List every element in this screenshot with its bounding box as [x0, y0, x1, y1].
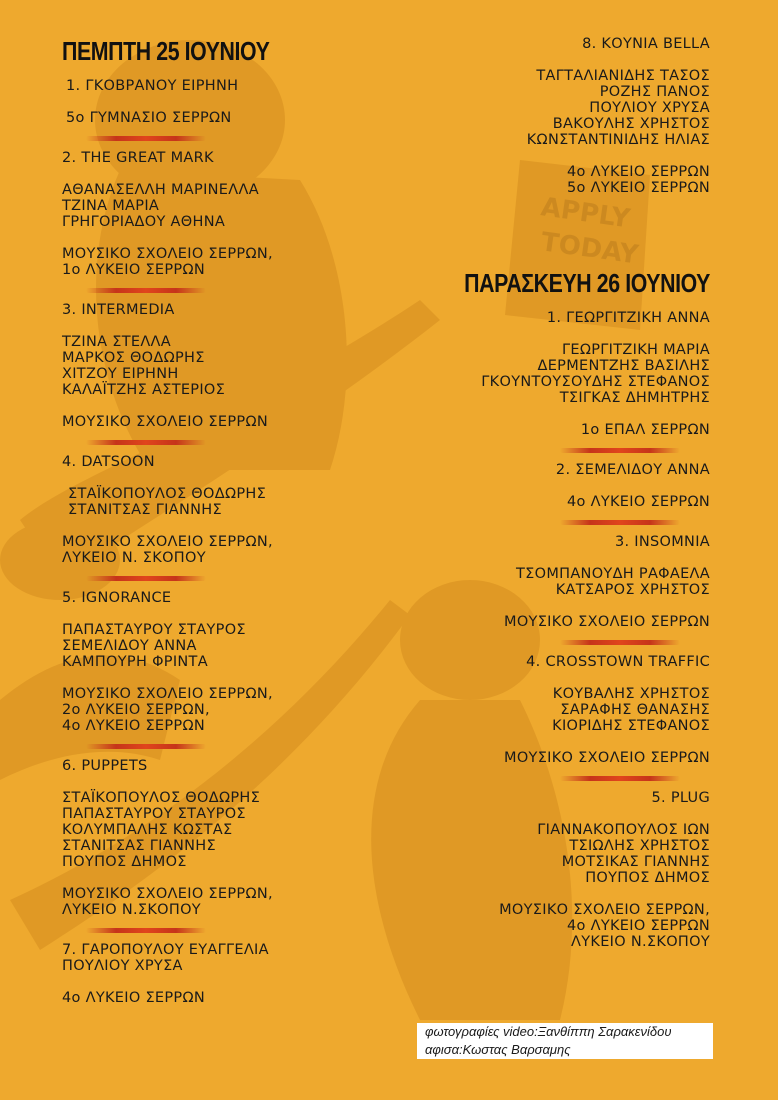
- member-name: ΚΟΥΒΑΛΗΣ ΧΡΗΣΤΟΣ: [552, 686, 710, 702]
- school-line: 1ο ΕΠΑΛ ΣΕΡΡΩΝ: [580, 422, 710, 438]
- member-name: ΚΑΜΠΟΥΡΗ ΦΡΙΝΤΑ: [62, 654, 208, 670]
- separator-line: [560, 448, 680, 453]
- school-line: ΜΟΥΣΙΚΟ ΣΧΟΛΕΙΟ ΣΕΡΡΩΝ: [62, 414, 268, 430]
- member-name: ΣΕΜΕΛΙΔΟΥ ΑΝΝΑ: [62, 638, 197, 654]
- member-name: ΜΟΤΣΙΚΑΣ ΓΙΑΝΝΗΣ: [561, 854, 710, 870]
- band-entry: [370, 310, 710, 438]
- school-line: ΛΥΚΕΙΟ Ν.ΣΚΟΠΟΥ: [62, 902, 201, 918]
- member-name: ΚΑΤΣΑΡΟΣ ΧΡΗΣΤΟΣ: [555, 582, 710, 598]
- member-name: ΣΤΑΝΙΤΣΑΣ ΓΙΑΝΝΗΣ: [68, 502, 222, 518]
- band-name: 3. INTERMEDIA: [62, 302, 175, 318]
- school-line: ΜΟΥΣΙΚΟ ΣΧΟΛΕΙΟ ΣΕΡΡΩΝ,: [499, 902, 710, 918]
- separator-line: [86, 744, 206, 749]
- band-entry: [62, 758, 362, 918]
- member-name: ΣΑΡΑΦΗΣ ΘΑΝΑΣΗΣ: [560, 702, 710, 718]
- school-line: ΜΟΥΣΙΚΟ ΣΧΟΛΕΙΟ ΣΕΡΡΩΝ,: [62, 246, 273, 262]
- member-name: ΓΕΩΡΓΙΤΖΙΚΗ ΜΑΡΙΑ: [562, 342, 710, 358]
- member-name: ΠΑΠΑΣΤΑΥΡΟΥ ΣΤΑΥΡΟΣ: [62, 622, 246, 638]
- band-entry: [370, 36, 710, 196]
- member-name: ΤΖΙΝΑ ΣΤΕΛΛΑ: [62, 334, 171, 350]
- band-entry: [370, 790, 710, 950]
- member-name: ΠΟΥΛΙΟΥ ΧΡΥΣΑ: [62, 958, 183, 974]
- separator-line: [86, 576, 206, 581]
- school-line: 4ο ΛΥΚΕΙΟ ΣΕΡΡΩΝ: [567, 918, 710, 934]
- band-entry: [62, 302, 362, 430]
- band-entry: [370, 534, 710, 630]
- school-line: ΜΟΥΣΙΚΟ ΣΧΟΛΕΙΟ ΣΕΡΡΩΝ,: [62, 686, 273, 702]
- member-name: ΤΑΓΤΑΛΙΑΝΙΔΗΣ ΤΑΣΟΣ: [536, 68, 710, 84]
- school-line: 4ο ΛΥΚΕΙΟ ΣΕΡΡΩΝ: [62, 718, 205, 734]
- separator-line: [86, 288, 206, 293]
- sign-text: APPLY: [539, 192, 632, 235]
- member-name: ΓΚΟΥΝΤΟΥΣΟΥΔΗΣ ΣΤΕΦΑΝΟΣ: [481, 374, 710, 390]
- member-name: ΓΡΗΓΟΡΙΑΔΟΥ ΑΘΗΝΑ: [62, 214, 226, 230]
- separator-line: [86, 440, 206, 445]
- separator-line: [86, 928, 206, 933]
- separator-line: [560, 640, 680, 645]
- school-line: 5ο ΛΥΚΕΙΟ ΣΕΡΡΩΝ: [567, 180, 710, 196]
- band-entry: [370, 462, 710, 510]
- school-line: ΛΥΚΕΙΟ Ν.ΣΚΟΠΟΥ: [571, 934, 710, 950]
- member-name: ΔΕΡΜΕΝΤΖΗΣ ΒΑΣΙΛΗΣ: [537, 358, 710, 374]
- member-name: ΚΟΛΥΜΠΑΛΗΣ ΚΩΣΤΑΣ: [62, 822, 233, 838]
- band-entry: [62, 78, 362, 126]
- member-name: ΣΤΑΪΚΟΠΟΥΛΟΣ ΘΟΔΩΡΗΣ: [62, 790, 261, 806]
- friday-column: [370, 36, 710, 950]
- school-line: 1ο ΛΥΚΕΙΟ ΣΕΡΡΩΝ: [62, 262, 205, 278]
- band-name: 5. PLUG: [651, 790, 710, 806]
- school-line: ΜΟΥΣΙΚΟ ΣΧΟΛΕΙΟ ΣΕΡΡΩΝ: [504, 614, 710, 630]
- band-name: 5. IGNORANCE: [62, 590, 172, 606]
- member-name: ΚΑΛΑΪΤΖΗΣ ΑΣΤΕΡΙΟΣ: [62, 382, 226, 398]
- school-line: 4ο ΛΥΚΕΙΟ ΣΕΡΡΩΝ: [567, 494, 710, 510]
- poster-credit: αφισα:Κωστας Βαρσαμης: [425, 1042, 571, 1057]
- member-name: ΤΣΙΩΛΗΣ ΧΡΗΣΤΟΣ: [569, 838, 710, 854]
- separator-line: [86, 136, 206, 141]
- band-name: 1. ΓΚΟΒΡΑΝΟΥ ΕΙΡΗΝΗ: [66, 78, 239, 94]
- member-name: ΠΟΥΠΟΣ ΔΗΜΟΣ: [585, 870, 710, 886]
- band-name: 4. CROSSTOWN TRAFFIC: [526, 654, 710, 670]
- member-name: ΣΤΑΝΙΤΣΑΣ ΓΙΑΝΝΗΣ: [62, 838, 216, 854]
- band-name: 2. THE GREAT MARK: [62, 150, 214, 166]
- school-line: 2ο ΛΥΚΕΙΟ ΣΕΡΡΩΝ,: [62, 702, 210, 718]
- day-title-friday: ΠΑΡΑΣΚΕΥΗ 26 ΙΟΥΝΙΟΥ: [464, 268, 710, 298]
- member-name: ΜΑΡΚΟΣ ΘΟΔΩΡΗΣ: [62, 350, 205, 366]
- school-line: ΜΟΥΣΙΚΟ ΣΧΟΛΕΙΟ ΣΕΡΡΩΝ: [504, 750, 710, 766]
- school-line: 4ο ΛΥΚΕΙΟ ΣΕΡΡΩΝ: [62, 990, 205, 1006]
- thursday-column: [62, 36, 362, 1006]
- member-name: ΑΘΑΝΑΣΕΛΛΗ ΜΑΡΙΝΕΛΛΑ: [62, 182, 259, 198]
- band-entry: [62, 590, 362, 734]
- member-name: ΧΙΤΖΟΥ ΕΙΡΗΝΗ: [62, 366, 179, 382]
- day-title-thursday: ΠΕΜΠΤΗ 25 ΙΟΥΝΙΟΥ: [62, 36, 270, 66]
- credits-box: [417, 1023, 713, 1059]
- band-entry: [62, 942, 362, 1006]
- band-name: 4. DATSOON: [62, 454, 155, 470]
- member-name: ΡΟΖΗΣ ΠΑΝΟΣ: [599, 84, 710, 100]
- band-name: 7. ΓΑΡΟΠΟΥΛΟΥ ΕΥΑΓΓΕΛΙΑ: [62, 942, 269, 958]
- member-name: ΠΑΠΑΣΤΑΥΡΟΥ ΣΤΑΥΡΟΣ: [62, 806, 246, 822]
- member-name: ΓΙΑΝΝΑΚΟΠΟΥΛΟΣ ΙΩΝ: [537, 822, 710, 838]
- member-name: ΚΙΟΡΙΔΗΣ ΣΤΕΦΑΝΟΣ: [552, 718, 710, 734]
- member-name: ΒΑΚΟΥΛΗΣ ΧΡΗΣΤΟΣ: [552, 116, 710, 132]
- svg-text:TODAY: TODAY: [539, 227, 641, 271]
- band-entry: [370, 654, 710, 766]
- member-name: ΤΣΟΜΠΑΝΟΥΔΗ ΡΑΦΑΕΛΑ: [515, 566, 710, 582]
- school-line: ΛΥΚΕΙΟ Ν. ΣΚΟΠΟΥ: [62, 550, 206, 566]
- photo-credit: φωτογραφίες video:Ξανθίππη Σαρακενίδου: [425, 1024, 672, 1039]
- band-name: 2. ΣΕΜΕΛΙΔΟΥ ΑΝΝΑ: [555, 462, 710, 478]
- school-line: 4ο ΛΥΚΕΙΟ ΣΕΡΡΩΝ: [567, 164, 710, 180]
- member-name: ΣΤΑΪΚΟΠΟΥΛΟΣ ΘΟΔΩΡΗΣ: [68, 486, 267, 502]
- band-name: 8. ΚΟΥΝΙΑ BELLA: [582, 36, 710, 52]
- member-name: ΤΖΙΝΑ ΜΑΡΙΑ: [62, 198, 160, 214]
- member-name: ΠΟΥΛΙΟΥ ΧΡΥΣΑ: [589, 100, 710, 116]
- band-name: 6. PUPPETS: [62, 758, 148, 774]
- band-entry: [62, 150, 362, 278]
- member-name: ΤΣΙΓΚΑΣ ΔΗΜΗΤΡΗΣ: [559, 390, 710, 406]
- school-line: ΜΟΥΣΙΚΟ ΣΧΟΛΕΙΟ ΣΕΡΡΩΝ,: [62, 534, 273, 550]
- member-name: ΠΟΥΠΟΣ ΔΗΜΟΣ: [62, 854, 187, 870]
- separator-line: [560, 520, 680, 525]
- band-name: 3. INSOMNIA: [614, 534, 710, 550]
- separator-line: [560, 776, 680, 781]
- band-entry: [62, 454, 362, 566]
- member-name: ΚΩΝΣΤΑΝΤΙΝΙΔΗΣ ΗΛΙΑΣ: [526, 132, 710, 148]
- school-line: ΜΟΥΣΙΚΟ ΣΧΟΛΕΙΟ ΣΕΡΡΩΝ,: [62, 886, 273, 902]
- band-name: 1. ΓΕΩΡΓΙΤΖΙΚΗ ΑΝΝΑ: [546, 310, 710, 326]
- school-line: 5ο ΓΥΜΝΑΣΙΟ ΣΕΡΡΩΝ: [66, 110, 232, 126]
